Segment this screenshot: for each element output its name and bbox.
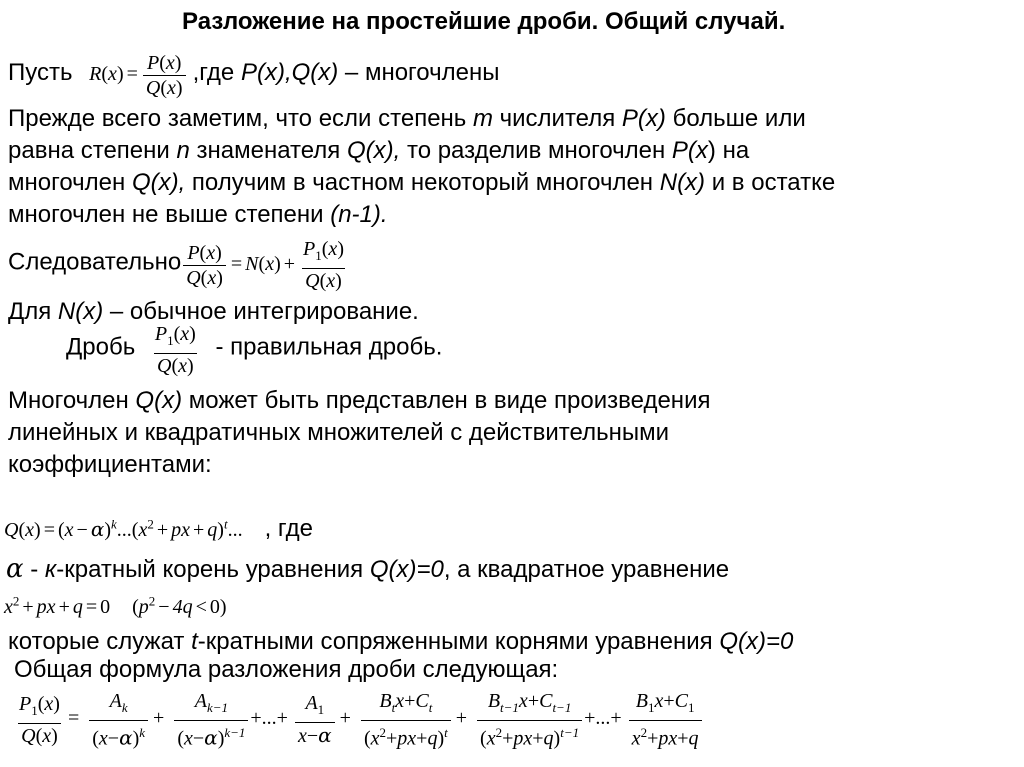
- factorization-formula: $Q(x) = (x - \alpha)^k...(x^2$ + px + q)$^t$...: [4, 516, 243, 541]
- paragraph-1-line-1: Прежде всего заметим, что если степень m числителя P(x) больше или: [8, 105, 806, 132]
- r-definition: R(x) = $\frac{P(x)}{Q(x)}$: [89, 63, 192, 85]
- consequently-line: [8, 238, 349, 292]
- proper-fraction-line: Дробь $\frac{P_1(x)}{Q(x)}$ - правильная дробь.: [66, 323, 443, 377]
- paragraph-1-line-3: многочлен Q(x), получим в частном некоторый многочлен N(x) и в остатке: [8, 169, 836, 196]
- paragraph-2-line-2: линейных и квадратичных множителей с действительными: [8, 419, 669, 446]
- paragraph-2: [8, 385, 710, 481]
- paragraph-2-line-3: коэффициентами:: [8, 451, 212, 478]
- page-title: Разложение на простейшие дроби. Общий случай.: [182, 8, 786, 35]
- for-n-line: Для N(x) – обычное интегрирование.: [8, 298, 419, 325]
- alpha-symbol: α: [6, 554, 24, 584]
- intro-prefix: Пусть: [8, 59, 73, 87]
- quadratic-equation: $x^2$ + px + q = 0 $(p^2 - 4q < 0)$: [4, 593, 227, 618]
- paragraph-1-line-4: многочлен не выше степени (n-1).: [8, 201, 388, 228]
- intro-line: Пусть R(x) = $\frac{P(x)}{Q(x)}$ ,где P(x),Q(x) – многочлены: [8, 52, 500, 99]
- conjugate-line: которые служат t-кратными сопряженными корнями уравнения Q(x)=0: [8, 628, 794, 655]
- factorization-line: $Q(x) = (x - \alpha)^k...(x^2$ + px + q)$^t$... , где: [4, 514, 313, 542]
- paragraph-1: [8, 103, 835, 231]
- paragraph-1-line-2: равна степени n знаменателя Q(x), то разделив многочлен P(x) на: [8, 137, 750, 164]
- general-formula-label: Общая формула разложения дроби следующая:: [14, 656, 559, 683]
- fraction-p-over-q: $\frac{P(x)}{Q(x)}$: [143, 52, 186, 99]
- division-formula: $\frac{P(x)}{Q(x)}$ = N(x) + $\frac{P_1(x)}{Q(x)}$: [181, 253, 349, 275]
- fraction-p1-over-q: $\frac{P_1(x)}{Q(x)}$: [154, 323, 196, 377]
- consequently-label: Следовательно: [8, 248, 182, 276]
- paragraph-2-line-1: Многочлен Q(x) может быть представлен в виде произведения: [8, 387, 711, 414]
- alpha-line: α - к-кратный корень уравнения Q(x)=0, а квадратное уравнение: [6, 554, 730, 584]
- decomposition-formula: $\frac{P_1(x)}{Q(x)}$ = $\frac{A_k}{(x-\alpha)^k}$ + $\frac{A_{k-1}}{(x-\alpha)^{k-1}}$ +...+ $\frac{A_1}{x-\alpha}$ + $\frac{B_tx+C_t}{(x^2+px+q)^t}$ + $\frac{B_{t-1}x+C_{t-1}}{(x^2+px+q)^{t-1}}$ +...+ $\frac{B_1x+C_1}{x^2+px+q}$: [14, 690, 704, 750]
